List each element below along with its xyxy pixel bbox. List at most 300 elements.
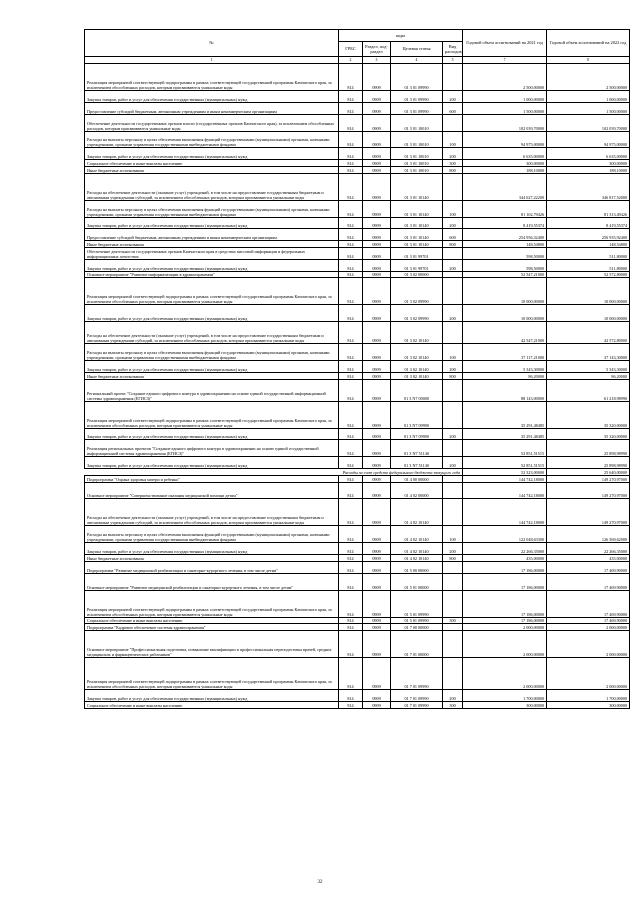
budget-table-sheet [84,29,629,709]
value-2021-cell: 1 000,00000 [463,91,547,103]
value-2022-cell: 10 000,00000 [547,305,630,322]
target-code-cell: 01 3 01 10140 [391,241,443,248]
table-row [85,148,630,160]
expense-type-cell: 600 [443,229,463,241]
value-2022-cell: 5 343,30000 [547,361,630,373]
target-code-cell: 01 3 N7 51140 [391,457,443,469]
grbs-code-cell: 814 [339,624,363,631]
expense-name-cell: Закупка товаров, работ и услуг для обеспечения государственных (муниципальных) нужд [85,305,339,322]
grbs-code-cell: 814 [339,440,363,457]
header-grbs: ГРБС [339,42,363,57]
expense-type-cell: 100 [443,526,463,543]
table-row [85,543,630,555]
expense-type-cell: 600 [443,102,463,114]
target-code-cell: 01 3 01 10140 [391,217,443,229]
value-2021-cell: 1 500,00000 [463,102,547,114]
value-2021-cell: 144 742,18000 [463,482,547,499]
value-2022-cell: 149 270,97000 [547,482,630,499]
grbs-code-cell: 814 [339,200,363,217]
expense-type-cell: 200 [443,148,463,160]
grbs-code-cell: 814 [339,428,363,440]
expense-type-cell: 800 [443,372,463,379]
expense-type-cell: 200 [443,690,463,702]
grbs-code-cell: 814 [339,526,363,543]
target-code-cell: 01 7 00 00000 [391,624,443,631]
header-section: Раздел, под-раздел [363,42,391,57]
expense-name-cell: Подпрограмма "Развитие медицинской реабилитации и санаторно-курортного лечения, в том числе детям" [85,561,339,573]
table-row [85,372,630,379]
section-code-cell: 0909 [363,475,391,482]
value-2021-cell: 300,00000 [463,702,547,709]
section-code-cell: 0909 [363,217,391,229]
expense-name-cell: Основное мероприятие "Профессиональная подготовка, повышение квалификации и профессиональная переподготовка врачей, средних медицинских и фармацевтических работников" [85,631,339,658]
expense-type-cell: 800 [443,241,463,248]
expense-name-cell: Реализация мероприятий соответствующей подпрограммы в рамках соответствующей государственной программы Камчатского края, за исключением обособленных расходов, которым присваиваются уникальные коды [85,278,339,305]
value-2022-cell: 188,10000 [547,166,630,173]
header-codes-group: коды [339,30,463,42]
value-2022-cell: 126 569,62000 [547,526,630,543]
target-code-cell: 01 3 01 10010 [391,160,443,167]
target-code-cell: 01 5 01 00000 [391,573,443,590]
target-code-cell: 01 3 02 10140 [391,372,443,379]
table-row [85,617,630,624]
expense-type-cell: 200 [443,361,463,373]
value-2022-cell: 149 270,97000 [547,475,630,482]
expense-name-cell: Реализация региональных проектов "Создание единого цифрового контура в здравоохранении на основе единой государственной информационной системы здравоохранения (ЕГИСЗ)" [85,440,339,457]
expense-name-cell: Социальное обеспечение и иные выплаты населению [85,617,339,624]
expense-name-cell: Иные бюджетные ассигнования [85,166,339,173]
expense-name-cell: Закупка товаров, работ и услуг для обеспечения государственных (муниципальных) нужд [85,690,339,702]
expense-type-cell [443,590,463,617]
target-code-cell: 01 4 02 10140 [391,555,443,562]
section-code-cell: 0909 [363,305,391,322]
grbs-code-cell: 814 [339,372,363,379]
column-number-cell: 5 [443,57,463,64]
section-code-cell: 0909 [363,624,391,631]
target-code-cell: 01 7 01 00000 [391,631,443,658]
value-2021-cell: 88 143,00000 [463,379,547,401]
table-row [85,217,630,229]
table-row [85,91,630,103]
value-2022-cell: 52 572,80000 [547,271,630,278]
value-2022-cell: 25 640,00000 [547,469,630,476]
value-2022-cell: 149 270,97000 [547,499,630,526]
expense-type-cell: 100 [443,131,463,148]
value-2021-cell: 5 343,30000 [463,361,547,373]
value-2021-cell: 598,50000 [463,247,547,259]
value-2021-cell: 144 742,18000 [463,499,547,526]
target-code-cell: 01 7 01 09990 [391,690,443,702]
column-number-row [85,57,630,64]
section-code-cell: 0909 [363,322,391,344]
grbs-code-cell: 814 [339,401,363,428]
section-code-cell: 0909 [363,344,391,361]
target-code-cell: 01 3 01 09990 [391,91,443,103]
grbs-code-cell: 814 [339,344,363,361]
section-code-cell: 0909 [363,631,391,658]
value-2021-cell: 86,20000 [463,372,547,379]
target-code-cell: 01 7 01 09990 [391,658,443,690]
budget-table [84,29,630,709]
table-row [85,278,630,305]
target-code-cell: 01 3 01 10010 [391,166,443,173]
expense-type-cell [443,440,463,457]
expense-type-cell: 200 [443,217,463,229]
table-row [85,361,630,373]
column-number-cell: 4 [391,57,443,64]
expense-type-cell: 200 [443,457,463,469]
value-2022-cell: 22 266,35000 [547,543,630,555]
grbs-code-cell: 814 [339,590,363,617]
value-2022-cell: 256 935,92400 [547,229,630,241]
table-row [85,690,630,702]
expense-name-cell: Иные бюджетные ассигнования [85,241,339,248]
expense-name-cell: Иные бюджетные ассигнования [85,372,339,379]
value-2022-cell: 300,00000 [547,160,630,167]
value-2022-cell: 8 419,55374 [547,217,630,229]
value-2022-cell: 17 469,90000 [547,573,630,590]
expense-name-cell: Подпрограмма "Охрана здоровья матери и ребенка" [85,475,339,482]
expense-type-cell: 200 [443,428,463,440]
value-2022-cell: 148,54800 [547,241,630,248]
table-row [85,229,630,241]
section-code-cell: 0909 [363,91,391,103]
value-2022-cell: 511,80000 [547,259,630,271]
expense-name-cell: Социальное обеспечение и иные выплаты населению [85,702,339,709]
expense-name-cell: Расходы на обеспечение деятельности (оказание услуг) учреждений, в том числе на предоставление государственным бюджетным и автономным учреждениям субсидий, за исключением обособленных расходов, которым присваиваются уникальные коды [85,499,339,526]
section-code-cell: 0909 [363,617,391,624]
target-code-cell: 01 4 00 00000 [391,475,443,482]
expense-name-cell: Закупка товаров, работ и услуг для обеспечения государственных (муниципальных) нужд [85,543,339,555]
value-2021-cell: 2 500,00000 [463,64,547,91]
value-2022-cell: 42 572,80000 [547,322,630,344]
expense-name-cell: Расходы на выплаты персоналу в целях обеспечения выполнения функций государственными (муниципальными) органами, казенными учреждениями, органами управления государственными внебюджетными фондами [85,131,339,148]
section-code-cell: 0909 [363,555,391,562]
table-row [85,160,630,167]
expense-name-cell: Закупка товаров, работ и услуг для обеспечения государственных (муниципальных) нужд [85,148,339,160]
expense-name-cell: Закупка товаров, работ и услуг для обеспечения государственных (муниципальных) нужд [85,259,339,271]
value-2021-cell: 10 000,00000 [463,278,547,305]
expense-type-cell: 300 [443,160,463,167]
grbs-code-cell: 814 [339,148,363,160]
expense-type-cell [443,631,463,658]
table-row [85,457,630,469]
column-number-cell: 7 [463,57,547,64]
target-code-cell: 01 3 01 10140 [391,229,443,241]
target-code-cell: 01 3 01 10010 [391,148,443,160]
expense-type-cell [443,271,463,278]
target-code-cell: 01 3 01 10140 [391,200,443,217]
header-target: Целевая статья [391,42,443,57]
value-2022-cell: 17 469,90000 [547,617,630,624]
value-2022-cell: 2 000,00000 [547,631,630,658]
section-code-cell: 0909 [363,379,391,401]
target-code-cell: 01 3 01 10010 [391,114,443,131]
expense-type-cell: 100 [443,200,463,217]
expense-name-cell: Социальное обеспечение и иные выплаты населению [85,160,339,167]
grbs-code-cell: 814 [339,305,363,322]
section-code-cell: 0909 [363,200,391,217]
target-code-cell: 01 3 02 09990 [391,278,443,305]
expense-name-cell: Иные бюджетные ассигнования [85,555,339,562]
value-2021-cell: 10 000,00000 [463,305,547,322]
value-2022-cell: 2 000,00000 [547,624,630,631]
column-number-cell: 1 [85,57,339,64]
value-2022-cell: 1 000,00000 [547,91,630,103]
grbs-code-cell: 814 [339,573,363,590]
table-row [85,475,630,482]
section-code-cell: 0909 [363,361,391,373]
grbs-code-cell: 814 [339,102,363,114]
section-code-cell: 0909 [363,573,391,590]
section-code-cell: 0909 [363,499,391,526]
table-row [85,379,630,401]
value-2021-cell: 35 291,48485 [463,401,547,428]
value-2021-cell: 17 186,00000 [463,561,547,573]
column-number-cell: 3 [363,57,391,64]
value-2022-cell: 1 500,00000 [547,102,630,114]
section-code-cell: 0909 [363,241,391,248]
value-2021-cell: 2 000,00000 [463,658,547,690]
value-2021-cell: 2 000,00000 [463,624,547,631]
expense-name-cell: Расходы на выплаты персоналу в целях обеспечения выполнения функций государственными (муниципальными) органами, казенными учреждениями, органами управления государственными внебюджетными фондами [85,526,339,543]
value-2022-cell: 81 313,49426 [547,200,630,217]
section-code-cell: 0909 [363,271,391,278]
expense-name-cell: Основное мероприятие "Развитие медицинской реабилитации и санаторно-курортного лечения, в том числе детям" [85,573,339,590]
target-code-cell: 01 5 01 09990 [391,590,443,617]
table-row [85,259,630,271]
value-2021-cell: 22 266,35000 [463,543,547,555]
target-code-cell: 01 3 01 09990 [391,64,443,91]
table-row [85,247,630,259]
value-2022-cell: 1 700,00000 [547,690,630,702]
table-row [85,166,630,173]
value-2021-cell: 102 039,70000 [463,114,547,131]
target-code-cell: 01 3 01 10140 [391,173,443,200]
expense-name-cell: Основное мероприятие "Развитие информатизации в здравоохранении" [85,271,339,278]
table-row [85,469,630,476]
value-2022-cell: 6 635,00000 [547,148,630,160]
target-code-cell: 01 4 02 00000 [391,482,443,499]
value-2021-cell: 1 700,00000 [463,690,547,702]
value-2022-cell: 2 000,00000 [547,658,630,690]
expense-name-cell: Реализация мероприятий соответствующей подпрограммы в рамках соответствующей государственной программы Камчатского края, за исключением обособленных расходов, которым присваиваются уникальные коды [85,658,339,690]
value-2021-cell: 81 102,79426 [463,200,547,217]
source-note-cell: Расходы за счет средств федерального бюджета текущего года [85,469,463,476]
expense-name-cell: Региональный проект "Создание единого цифрового контура в здравоохранении на основе единой государственной информационной системы здравоохранения (ЕГИСЗ)" [85,379,339,401]
value-2021-cell: 17 186,00000 [463,617,547,624]
value-2022-cell: 300,00000 [547,702,630,709]
target-code-cell: 01 3 02 10140 [391,322,443,344]
section-code-cell: 0909 [363,64,391,91]
table-row [85,631,630,658]
target-code-cell: 01 4 02 10140 [391,526,443,543]
section-code-cell: 0909 [363,173,391,200]
table-row [85,561,630,573]
grbs-code-cell: 814 [339,690,363,702]
section-code-cell: 0909 [363,278,391,305]
expense-name-cell: Реализация мероприятий соответствующей подпрограммы в рамках соответствующей государственной программы Камчатского края, за исключением обособленных расходов, которым присваиваются уникальные коды [85,64,339,91]
value-2021-cell: 17 186,00000 [463,573,547,590]
expense-type-cell: 200 [443,305,463,322]
grbs-code-cell: 814 [339,91,363,103]
table-row [85,344,630,361]
target-code-cell: 01 3 02 00000 [391,271,443,278]
grbs-code-cell: 814 [339,361,363,373]
header-2021: Годовой объем ассигнований на 2021 год [463,30,547,57]
table-row [85,64,630,91]
table-body [85,57,630,709]
expense-type-cell: 200 [443,259,463,271]
expense-type-cell [443,482,463,499]
grbs-code-cell: 814 [339,561,363,573]
value-2021-cell: 144 742,18000 [463,475,547,482]
section-code-cell: 0909 [363,526,391,543]
expense-type-cell: 100 [443,344,463,361]
value-2021-cell: 42 547,21000 [463,322,547,344]
expense-type-cell: 300 [443,702,463,709]
target-code-cell: 01 5 01 09990 [391,617,443,624]
expense-name-cell: Предоставление субсидий бюджетным, автономным учреждениям и иным некоммерческим организациям [85,102,339,114]
value-2022-cell: 10 000,00000 [547,278,630,305]
section-code-cell: 0909 [363,440,391,457]
expense-name-cell: Реализация мероприятий соответствующей подпрограммы в рамках соответствующей государственной программы Камчатского края, за исключением обособленных расходов, которым присваиваются уникальные коды [85,401,339,428]
expense-type-cell [443,247,463,259]
target-code-cell: 01 3 02 10140 [391,361,443,373]
grbs-code-cell: 814 [339,229,363,241]
grbs-code-cell: 814 [339,543,363,555]
grbs-code-cell: 814 [339,499,363,526]
section-code-cell: 0909 [363,457,391,469]
value-2022-cell: 2 500,00000 [547,64,630,91]
expense-type-cell: 800 [443,166,463,173]
value-2022-cell: 61 218,98990 [547,379,630,401]
value-2021-cell: 300,00000 [463,160,547,167]
expense-name-cell: Расходы на выплаты персоналу в целях обеспечения выполнения функций государственными (муниципальными) органами, казенными учреждениями, органами управления государственными внебюджетными фондами [85,344,339,361]
value-2022-cell: 17 469,90000 [547,590,630,617]
target-code-cell: 01 3 01 09990 [391,102,443,114]
value-2021-cell: 17 186,00000 [463,590,547,617]
section-code-cell: 0909 [363,690,391,702]
expense-type-cell [443,64,463,91]
target-code-cell: 01 3 N7 09990 [391,428,443,440]
table-row [85,322,630,344]
target-code-cell: 01 3 02 09990 [391,305,443,322]
column-number-cell: 8 [547,57,630,64]
target-code-cell: 01 3 02 10140 [391,344,443,361]
value-2021-cell: 52 323,00000 [463,469,547,476]
expense-name-cell: Расходы на выплаты персоналу в целях обеспечения выполнения функций государственными (муниципальными) органами, казенными учреждениями, органами управления государственными внебюджетными фондами [85,200,339,217]
target-code-cell: 01 3 N7 00000 [391,379,443,401]
target-code-cell: 01 4 02 10140 [391,543,443,555]
table-row [85,173,630,200]
value-2021-cell: 344 627,22200 [463,173,547,200]
grbs-code-cell: 814 [339,173,363,200]
grbs-code-cell: 814 [339,475,363,482]
section-code-cell: 0909 [363,247,391,259]
grbs-code-cell: 814 [339,217,363,229]
grbs-code-cell: 814 [339,241,363,248]
table-row [85,305,630,322]
grbs-code-cell: 814 [339,617,363,624]
target-code-cell: 01 3 01 99701 [391,259,443,271]
target-code-cell: 01 7 01 09990 [391,702,443,709]
value-2021-cell: 52 547,21000 [463,271,547,278]
grbs-code-cell: 814 [339,166,363,173]
header-num: № [85,30,339,57]
expense-name-cell: Обеспечение деятельности государственных органов власти (государственных органов Камчатского края), за исключением обособленных расходов, которым присваиваются уникальные коды [85,114,339,131]
grbs-code-cell: 814 [339,457,363,469]
table-row [85,131,630,148]
grbs-code-cell: 814 [339,114,363,131]
section-code-cell: 0909 [363,131,391,148]
expense-type-cell [443,561,463,573]
table-row [85,702,630,709]
expense-type-cell [443,322,463,344]
expense-type-cell [443,624,463,631]
expense-type-cell: 800 [443,555,463,562]
expense-name-cell: Реализация мероприятий соответствующей подпрограммы в рамках соответствующей государственной программы Камчатского края, за исключением обособленных расходов, которым присваиваются уникальные коды [85,590,339,617]
expense-type-cell: 300 [443,617,463,624]
table-row [85,440,630,457]
section-code-cell: 0909 [363,166,391,173]
value-2022-cell: 35 320,00000 [547,428,630,440]
table-row [85,526,630,543]
expense-name-cell: Основное мероприятие "Совершенствование оказания медицинской помощи детям" [85,482,339,499]
value-2021-cell: 188,10000 [463,166,547,173]
grbs-code-cell: 814 [339,322,363,344]
value-2021-cell: 94 975,00000 [463,131,547,148]
table-row [85,555,630,562]
expense-name-cell: Предоставление субсидий бюджетным, автономным учреждениям и иным некоммерческим организациям [85,229,339,241]
table-row [85,624,630,631]
value-2021-cell: 8 419,55374 [463,217,547,229]
value-2022-cell: 25 898,98990 [547,440,630,457]
column-number-cell: 2 [339,57,363,64]
table-row [85,401,630,428]
expense-type-cell: 200 [443,543,463,555]
section-code-cell: 0909 [363,590,391,617]
table-row [85,241,630,248]
section-code-cell: 0909 [363,401,391,428]
expense-type-cell [443,475,463,482]
section-code-cell: 0909 [363,160,391,167]
table-row [85,499,630,526]
grbs-code-cell: 814 [339,658,363,690]
section-code-cell: 0909 [363,114,391,131]
target-code-cell: 01 3 N7 51140 [391,440,443,457]
table-row [85,102,630,114]
expense-type-cell [443,658,463,690]
grbs-code-cell: 814 [339,555,363,562]
expense-name-cell: Закупка товаров, работ и услуг для обеспечения государственных (муниципальных) нужд [85,91,339,103]
value-2021-cell: 598,50000 [463,259,547,271]
section-code-cell: 0909 [363,561,391,573]
expense-type-cell [443,379,463,401]
header-vr: Вид расходов [443,42,463,57]
value-2022-cell: 37 143,30000 [547,344,630,361]
section-code-cell: 0909 [363,482,391,499]
expense-name-cell: Обеспечение деятельности государственных органов Камчатского края в средствах массовой информации и федеральных информационных агентствах [85,247,339,259]
table-row [85,271,630,278]
value-2021-cell: 52 851,51515 [463,440,547,457]
grbs-code-cell: 814 [339,131,363,148]
expense-name-cell: Закупка товаров, работ и услуг для обеспечения государственных (муниципальных) нужд [85,217,339,229]
value-2022-cell: 435,00000 [547,555,630,562]
value-2022-cell: 35 320,00000 [547,401,630,428]
grbs-code-cell: 814 [339,271,363,278]
expense-type-cell [443,573,463,590]
